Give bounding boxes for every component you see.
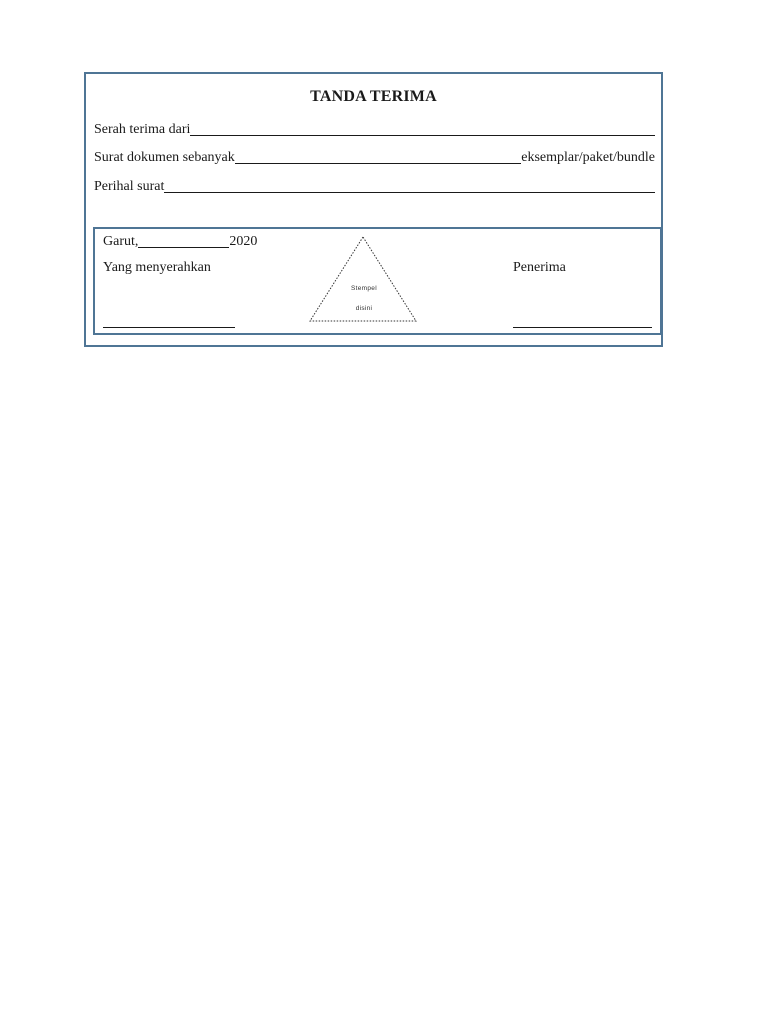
form-title: TANDA TERIMA [310, 88, 437, 105]
documents-label: Surat dokumen sebanyak [94, 150, 235, 165]
documents-row [94, 146, 655, 166]
signature-box [93, 227, 662, 335]
subject-label: Perihal surat [94, 179, 165, 194]
subject-blank-line[interactable] [164, 177, 655, 193]
place-label: Garut, [103, 234, 139, 249]
documents-unit-label: eksemplar/paket/bundle [521, 150, 655, 165]
stamp-text-line2: disini [355, 305, 373, 312]
receiver-label: Penerima [513, 260, 566, 275]
subject-row [94, 175, 655, 195]
from-label: Serah terima dari [94, 122, 191, 137]
stamp-area [308, 235, 420, 323]
from-blank-line[interactable] [190, 120, 655, 136]
stamp-text-line1: Stempel [351, 285, 377, 292]
receiver-signature-line[interactable] [513, 327, 652, 328]
from-row [94, 118, 655, 138]
receipt-form [84, 72, 663, 347]
date-blank-line[interactable] [138, 232, 229, 248]
giver-label: Yang menyerahkan [103, 260, 211, 275]
documents-count-blank-line[interactable] [235, 148, 522, 164]
year-label: 2020 [229, 234, 258, 249]
giver-signature-line[interactable] [103, 327, 235, 328]
date-row [103, 230, 257, 250]
